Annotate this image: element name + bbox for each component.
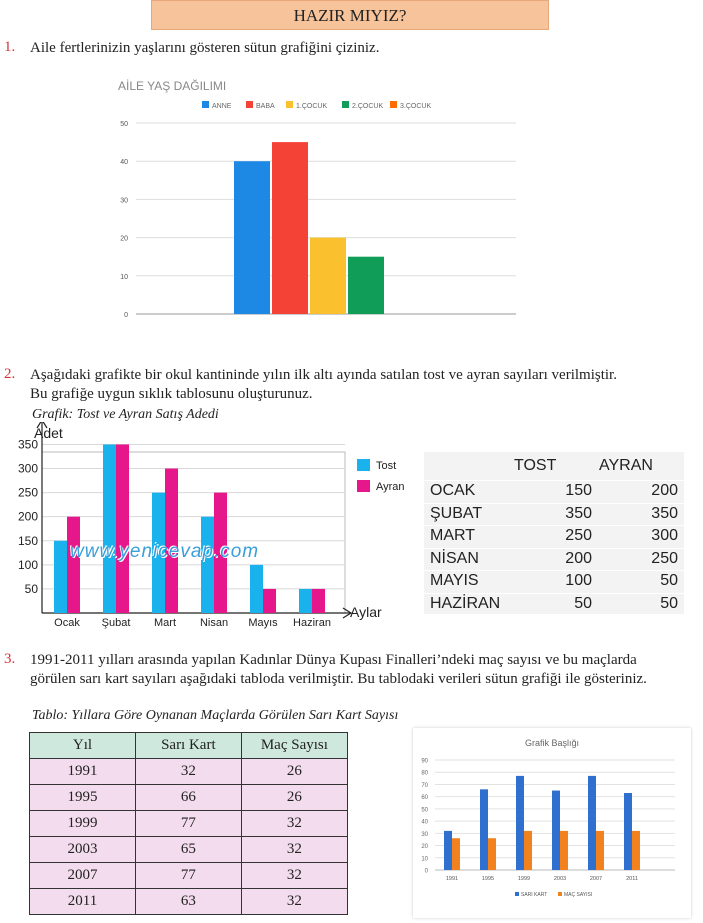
frequency-row — [424, 503, 684, 526]
y-tick-label: 10 — [120, 273, 128, 281]
y-tick-label: 40 — [120, 159, 128, 167]
bar-2.çocuk — [348, 257, 384, 314]
month-name: MART — [430, 527, 476, 544]
yellow-card-cell: 77 — [135, 863, 241, 889]
legend-swatch — [357, 480, 370, 492]
x-tick-label: Haziran — [293, 617, 331, 629]
frequency-row — [424, 593, 684, 616]
x-tick-label: 2003 — [553, 876, 567, 882]
question-2-text-line2: Bu grafiğe uygun sıklık tablosunu oluşturunuz. — [30, 386, 313, 402]
y-tick-label: 90 — [421, 758, 428, 765]
yellow-card-cell: 63 — [135, 889, 241, 915]
y-tick-label: 20 — [120, 235, 128, 243]
question-2-text-line1: Aşağıdaki grafikte bir okul kantininde yılın ilk altı ayında satılan tost ve ayran sayıları verilmiştir. — [30, 367, 617, 383]
table-row — [30, 759, 348, 785]
y-tick-label: 0 — [124, 312, 128, 318]
legend-label: BABA — [256, 103, 275, 110]
legend-swatch — [246, 101, 253, 108]
table-row — [30, 837, 348, 863]
y-tick-label: 150 — [17, 533, 38, 548]
tost-value: 100 — [565, 572, 592, 589]
bar-ayran — [67, 517, 80, 613]
table-row — [30, 811, 348, 837]
bar-yellow-cards — [552, 791, 560, 870]
legend-swatch — [357, 459, 370, 471]
legend-label: SARI KART — [521, 892, 548, 898]
legend-label: 3.ÇOCUK — [400, 103, 432, 110]
legend-label: Tost — [376, 460, 397, 472]
yellow-card-cell: 66 — [135, 785, 241, 811]
x-tick-label: 1999 — [517, 876, 531, 882]
family-age-chart — [114, 70, 518, 318]
match-count-cell: 26 — [241, 759, 347, 785]
page-title: HAZIR MIYIZ? — [151, 0, 549, 30]
question-3-number: 3. — [4, 651, 16, 667]
tost-value: 150 — [565, 482, 592, 499]
tost-value: 200 — [565, 549, 592, 567]
y-tick-label: 50 — [24, 581, 38, 596]
table-header-yellow-cards: Sarı Kart — [135, 733, 241, 759]
watermark: www.yenicevap.com — [70, 541, 260, 562]
year-cell: 2003 — [30, 837, 136, 863]
frequency-row — [424, 525, 684, 548]
yellow-card-chart-panel — [413, 728, 691, 918]
bar-yellow-cards — [444, 831, 452, 870]
header-tost: TOST — [514, 457, 557, 474]
y-tick-label: 30 — [421, 831, 428, 838]
bar-match-count — [488, 838, 496, 870]
ayran-value: 50 — [660, 594, 678, 612]
y-axis-label: Adet — [34, 425, 63, 441]
sales-chart — [0, 422, 420, 632]
y-tick-label: 50 — [120, 121, 128, 128]
frequency-row — [424, 548, 684, 571]
match-count-cell: 32 — [241, 837, 347, 863]
tost-value: 50 — [574, 594, 592, 612]
y-tick-label: 40 — [421, 819, 428, 826]
match-count-cell: 32 — [241, 811, 347, 837]
legend-swatch — [515, 892, 519, 896]
y-tick-label: 300 — [17, 461, 38, 476]
chart-title: AİLE YAŞ DAĞILIMI — [118, 79, 227, 93]
bar-match-count — [452, 838, 460, 870]
y-tick-label: 60 — [421, 795, 428, 802]
question-2-number: 2. — [4, 366, 16, 382]
bar-match-count — [632, 831, 640, 870]
year-cell: 1995 — [30, 785, 136, 811]
legend-label: MAÇ SAYISI — [564, 892, 593, 898]
sales-chart-panel — [0, 422, 420, 632]
bar-yellow-cards — [624, 793, 632, 870]
bar-yellow-cards — [588, 776, 596, 870]
ayran-value: 200 — [651, 482, 678, 499]
x-axis-label: Aylar — [350, 604, 382, 620]
family-age-chart-panel — [114, 70, 518, 318]
bar-yellow-cards — [480, 789, 488, 870]
yellow-card-cell: 65 — [135, 837, 241, 863]
x-tick-label: 2007 — [589, 876, 603, 882]
y-tick-label: 200 — [17, 509, 38, 524]
ayran-value: 250 — [651, 549, 678, 567]
tost-value: 250 — [565, 527, 592, 544]
tost-value: 350 — [565, 504, 592, 522]
bar-yellow-cards — [516, 776, 524, 870]
ayran-value: 300 — [651, 527, 678, 544]
table-caption: Tablo: Yıllara Göre Oynanan Maçlarda Görülen Sarı Kart Sayısı — [32, 708, 399, 723]
chart-title: Grafik Başlığı — [524, 738, 580, 748]
ayran-value: 350 — [651, 504, 678, 522]
x-tick-label: Ocak — [54, 617, 80, 629]
match-count-cell: 32 — [241, 889, 347, 915]
legend-swatch — [390, 101, 397, 108]
legend-swatch — [558, 892, 562, 896]
y-tick-label: 10 — [421, 856, 428, 863]
year-cell: 2007 — [30, 863, 136, 889]
y-tick-label: 70 — [421, 782, 428, 789]
month-name: MAYIS — [430, 572, 479, 589]
year-cell: 1999 — [30, 811, 136, 837]
table-header-match-count: Maç Sayısı — [241, 733, 347, 759]
frequency-table — [424, 452, 684, 614]
year-cell: 1991 — [30, 759, 136, 785]
frequency-row — [424, 570, 684, 593]
legend-swatch — [342, 101, 349, 108]
year-cell: 2011 — [30, 889, 136, 915]
y-tick-label: 50 — [421, 807, 428, 814]
legend-swatch — [286, 101, 293, 108]
bar-ayran — [312, 589, 325, 613]
question-1-number: 1. — [4, 39, 16, 55]
bar-tost — [299, 589, 312, 613]
y-tick-label: 250 — [17, 485, 38, 500]
y-tick-label: 20 — [421, 844, 428, 851]
bar-tost — [201, 517, 214, 613]
bar-tost — [103, 444, 116, 613]
yellow-card-table — [29, 732, 348, 915]
bar-1.çocuk — [310, 238, 346, 314]
y-tick-label: 0 — [424, 868, 428, 875]
y-tick-label: 350 — [17, 437, 38, 452]
yellow-card-cell: 77 — [135, 811, 241, 837]
y-tick-label: 30 — [120, 197, 128, 205]
bar-baba — [272, 142, 308, 314]
yellow-card-chart — [413, 728, 691, 918]
y-tick-label: 100 — [17, 557, 38, 572]
x-tick-label: Mayıs — [248, 617, 278, 629]
frequency-row — [424, 480, 684, 503]
bar-tost — [250, 565, 263, 613]
bar-match-count — [524, 831, 532, 870]
question-1-text: Aile fertlerinizin yaşlarını gösteren sütun grafiğini çiziniz. — [30, 40, 380, 56]
match-count-cell: 32 — [241, 863, 347, 889]
bar-anne — [234, 161, 270, 314]
legend-label: 1.ÇOCUK — [296, 103, 328, 110]
month-name: OCAK — [430, 482, 476, 499]
x-tick-label: 1995 — [481, 876, 495, 882]
table-row — [30, 785, 348, 811]
bar-tost — [54, 541, 67, 613]
match-count-cell: 26 — [241, 785, 347, 811]
x-tick-label: 1991 — [445, 876, 459, 882]
y-tick-label: 80 — [421, 770, 428, 777]
question-3-text-line1: 1991-2011 yılları arasında yapılan Kadınlar Dünya Kupası Finalleri’ndeki maç sayısı ve bu maçlarda — [30, 652, 637, 668]
legend-label: ANNE — [212, 103, 232, 110]
table-row — [30, 863, 348, 889]
x-tick-label: Mart — [154, 617, 176, 629]
bar-ayran — [263, 589, 276, 613]
bar-ayran — [116, 444, 129, 613]
yellow-card-cell: 32 — [135, 759, 241, 785]
bar-match-count — [596, 831, 604, 870]
chart-caption: Grafik: Tost ve Ayran Satış Adedi — [32, 407, 219, 422]
ayran-value: 50 — [660, 572, 678, 589]
question-3-text-line2: görülen sarı kart sayıları aşağıdaki tabloda verilmiştir. Bu tablodaki verileri sütun grafiği ile gösteriniz. — [30, 671, 647, 687]
legend-swatch — [202, 101, 209, 108]
month-name: ŞUBAT — [430, 504, 483, 522]
table-row — [30, 889, 348, 915]
legend-label: 2.ÇOCUK — [352, 103, 384, 110]
header-ayran: AYRAN — [599, 457, 653, 474]
table-header-year: Yıl — [30, 733, 136, 759]
legend-label: Ayran — [376, 481, 405, 493]
x-tick-label: 2011 — [626, 876, 638, 882]
bar-match-count — [560, 831, 568, 870]
x-tick-label: Nisan — [199, 617, 229, 629]
x-tick-label: Şubat — [101, 617, 131, 629]
month-name: NİSAN — [430, 549, 479, 567]
month-name: HAZİRAN — [430, 594, 501, 612]
